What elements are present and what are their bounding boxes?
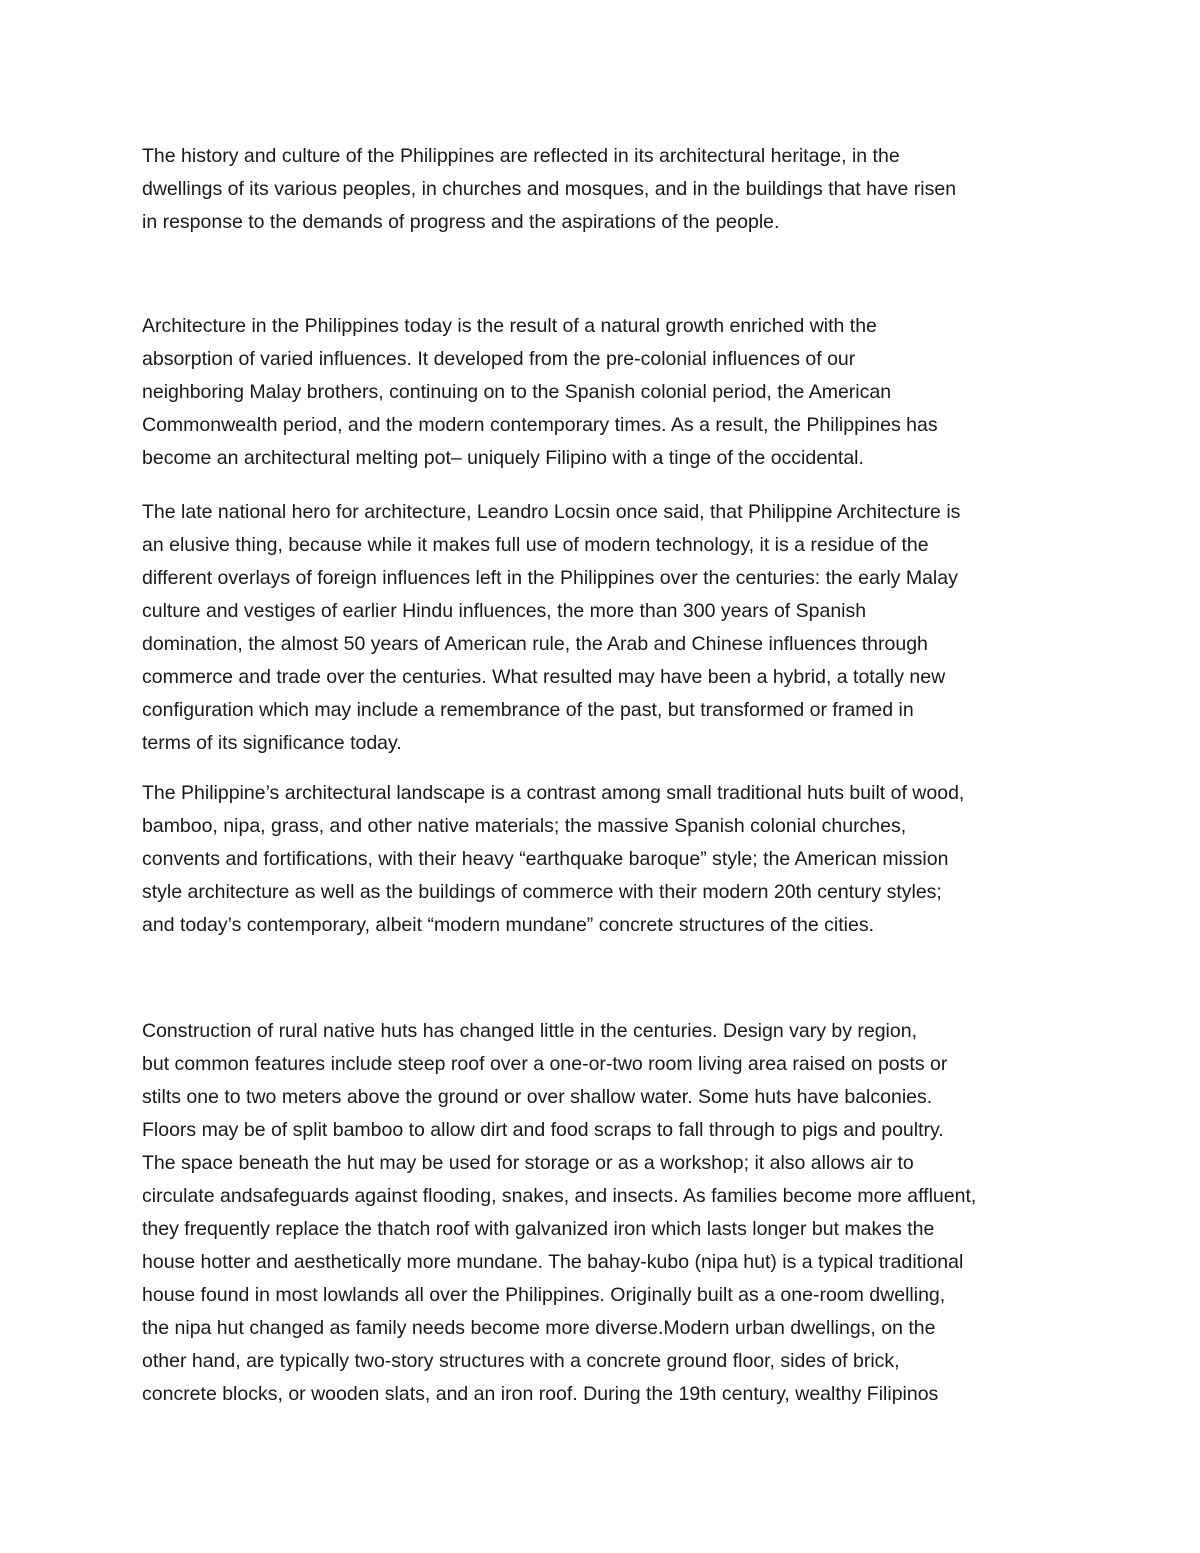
paragraph-intro: The history and culture of the Philippines are reflected in its architectural heritage, in the dwellings of its various peoples, in churches and mosques, and in the buildings that have risen in response to the demands of progress and the aspirations of the people.	[142, 145, 957, 233]
paragraph-architecture-today: Architecture in the Philippines today is the result of a natural growth enriched with the absorption of varied influences. It developed from the pre-colonial influences of our neighboring Malay brothers, continuing on to the Spanish colonial period, the American Commonwealth period, and the modern contemporary times. As a result, the Philippines has become an architectural melting pot– uniquely Filipino with a tinge of the occidental.	[142, 315, 938, 469]
paragraph-architectural-landscape: The Philippine’s architectural landscape is a contrast among small traditional huts built of wood, bamboo, nipa, grass, and other native materials; the massive Spanish colonial churches, convents and fortifications, with their heavy “earthquake baroque” style; the American mission style architecture as well as the buildings of commerce with their modern 20th century styles; and today’s contemporary, albeit “modern mundane” concrete structures of the cities.	[142, 782, 965, 936]
paragraph-locsin-quote: The late national hero for architecture, Leandro Locsin once said, that Philippine Architecture is an elusive thing, because while it makes full use of modern technology, it is a residue of the different overlays of foreign influences left in the Philippines over the centuries: the early Malay culture and vestiges of earlier Hindu influences, the more than 300 years of Spanish domination, the almost 50 years of American rule, the Arab and Chinese influences through commerce and trade over the centuries. What resulted may have been a hybrid, a totally new configuration which may include a remembrance of the past, but transformed or framed in terms of its significance today.	[142, 501, 961, 754]
paragraph-native-huts: Construction of rural native huts has changed little in the centuries. Design vary by region, but common features include steep roof over a one-or-two room living area raised on posts or stilts one to two meters above the ground or over shallow water. Some huts have balconies. Floors may be of split bamboo to allow dirt and food scraps to fall through to pigs and poultry. The space beneath the hut may be used for storage or as a workshop; it also allows air to circulate andsafeguards against flooding, snakes, and insects. As families become more affluent, they frequently replace the thatch roof with galvanized iron which lasts longer but makes the house hotter and aesthetically more mundane. The bahay-kubo (nipa hut) is a typical traditional house found in most lowlands all over the Philippines. Originally built as a one-room dwelling, the nipa hut changed as family needs become more diverse.Modern urban dwellings, on the other hand, are typically two-story structures with a concrete ground floor, sides of brick, concrete blocks, or wooden slats, and an iron roof. During the 19th century, wealthy Filipinos	[142, 1020, 977, 1405]
